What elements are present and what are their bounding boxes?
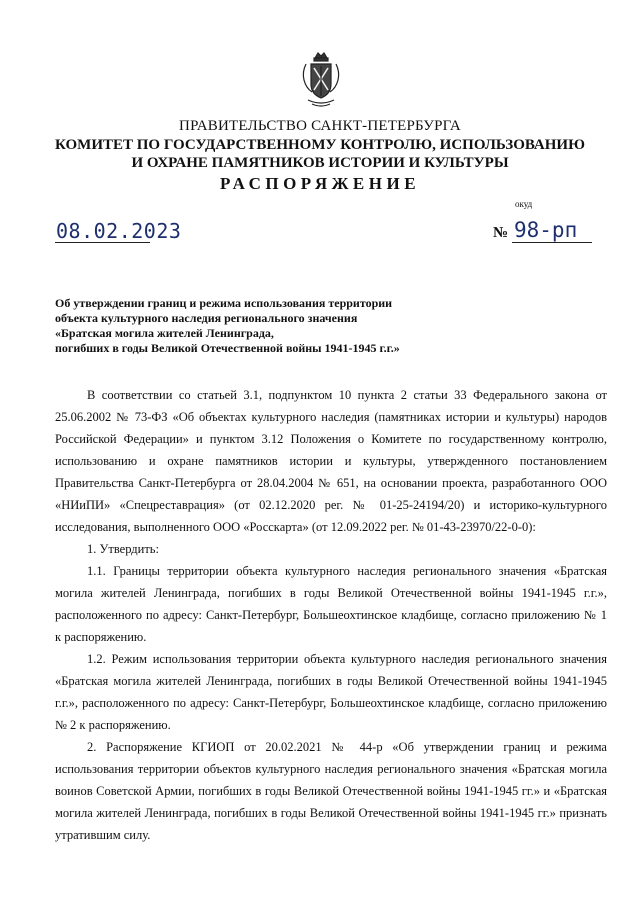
number-sign: № <box>493 225 509 241</box>
subject-line: объекта культурного наследия регионального значения <box>55 311 358 325</box>
item-1-2: 1.2. Режим использования территории объекта культурного наследия регионального значения «Братская могила жителей Ленинграда, погибших в годы Великой Отечественной войны 1941-1945 г.г.», расположенного по адресу: Санкт-Петербург, Большеохтинское кладбище, согласно приложению № 2 к распоряжению. <box>55 652 607 732</box>
subject-line: Об утверждении границ и режима использования территории <box>55 296 393 310</box>
preamble-paragraph: В соответствии со статьей 3.1, подпунктом 10 пункта 2 статьи 33 Федерального закона от 25.06.2002 № 73-ФЗ «Об объектах культурного наследия (памятниках истории и культуры) народов Российской Федерации» и пунктом 3.12 Положения о Комитете по государственному контролю, использованию и охране памятников истории и культуры, утвержденного постановлением Правительства Санкт-Петербурга от 28.04.2004 № 651, на основании проекта, разработанного ООО «НИиПИ» «Спецреставрация» (от 02.12.2020 рег. № 01-25-24194/20) и историко-культурного исследования, выполненного ООО «Росскарта» (от 12.09.2022 рег. № 01-43-23970/22-0-0): <box>55 388 607 534</box>
committee-title <box>0 136 640 172</box>
item-1: 1. Утвердить: <box>87 542 159 556</box>
government-title: ПРАВИТЕЛЬСТВО САНКТ-ПЕТЕРБУРГА <box>179 118 461 134</box>
okud-label: окуд <box>515 199 533 209</box>
document-date: 08.02.2023 <box>56 219 182 243</box>
document-body <box>55 384 607 846</box>
subject-line: погибших в годы Великой Отечественной войны 1941-1945 г.г.» <box>55 341 400 355</box>
committee-line-1: КОМИТЕТ ПО ГОСУДАРСТВЕННОМУ КОНТРОЛЮ, ИСПОЛЬЗОВАНИЮ <box>55 137 585 153</box>
item-2: 2. Распоряжение КГИОП от 20.02.2021 № 44-р «Об утверждении границ и режима использования территории объектов культурного наследия регионального значения «Братская могила воинов Советской Армии, погибших в годы Великой Отечественной войны 1941-1945 гг.» и «Братская могила жителей Ленинграда, погибших в годы Великой Отечественной войны 1941-1945 гг.» признать утратившим силу. <box>55 740 607 842</box>
committee-line-2: И ОХРАНЕ ПАМЯТНИКОВ ИСТОРИИ И КУЛЬТУРЫ <box>131 155 509 171</box>
coat-of-arms-icon <box>298 50 344 110</box>
document-number: 98-рп <box>514 218 578 242</box>
document-type: РАСПОРЯЖЕНИЕ <box>219 174 421 193</box>
item-1-1: 1.1. Границы территории объекта культурного наследия регионального значения «Братская могила жителей Ленинграда, погибших в годы Великой Отечественной войны 1941-1945 г.г.», расположенного по адресу: Санкт-Петербург, Большеохтинское кладбище, согласно приложению № 1 к распоряжению. <box>55 564 607 644</box>
document-subject <box>55 296 455 356</box>
subject-line: «Братская могила жителей Ленинграда, <box>55 326 274 340</box>
